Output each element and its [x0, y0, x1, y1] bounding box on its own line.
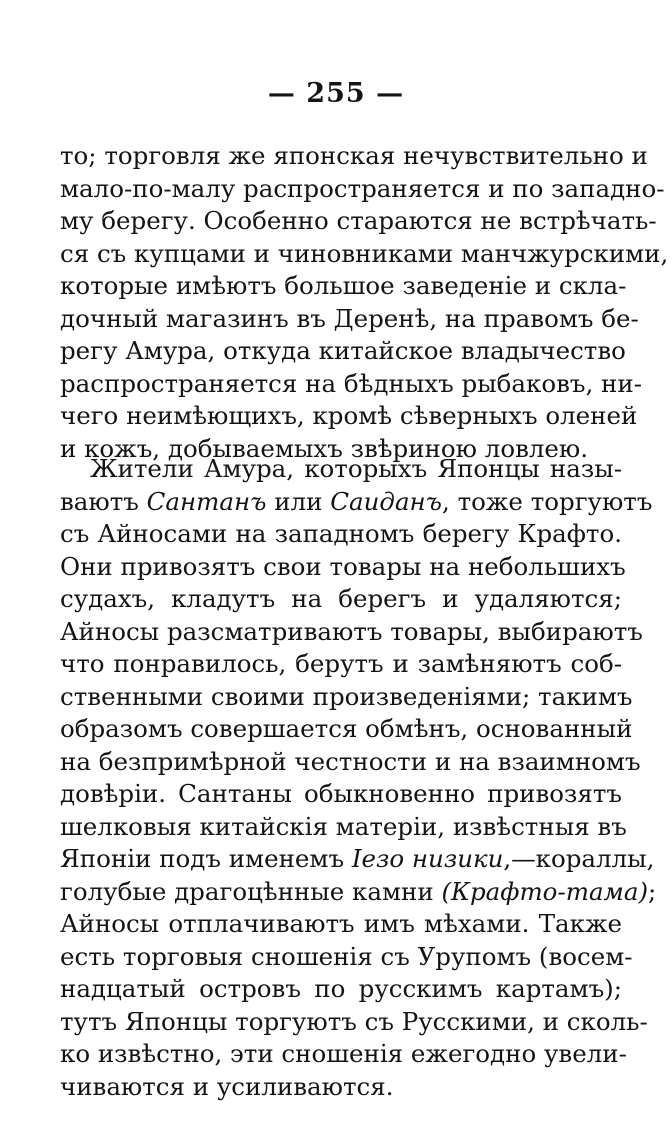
- text-line: ся съ купцами и чиновниками манчжурскими,: [60, 238, 669, 268]
- text-line: ственными своими произведеніями; такимъ: [60, 681, 633, 711]
- text-line: и кожъ, добываемыхъ звѣриною ловлею.: [60, 433, 589, 463]
- text-line: тутъ Японцы торгуютъ съ Русскими, и сколь-: [60, 1006, 648, 1036]
- text-line: довѣріи. Сантаны обыкновенно привозятъ: [60, 779, 622, 808]
- text-line: то; торговля же японская нечувствительно и: [60, 141, 648, 170]
- text-line: распространяется на бѣдныхъ рыбаковъ, ни-: [60, 368, 642, 398]
- text-line: надцатый островъ по русскимъ картамъ);: [60, 974, 622, 1003]
- text-line: мало-по-малу распространяется и по западно-: [60, 173, 665, 203]
- text-line: судахъ, кладутъ на берегъ и удаляются;: [60, 584, 622, 613]
- page-number: — 255 —: [267, 78, 405, 109]
- text-line: ко извѣстно, эти сношенія ежегодно увели-: [60, 1039, 627, 1068]
- text-line: шелковыя китайскія матеріи, извѣстныя въ: [60, 811, 627, 841]
- text-line: чего неимѣющихъ, кромѣ сѣверныхъ оленей: [60, 401, 638, 430]
- text-line: голубые драгоцѣнные камни (Крафто-тама);: [60, 876, 657, 906]
- text-line: чиваются и усиливаются.: [60, 1071, 394, 1101]
- text-line: Японіи подъ именемъ Іезо низики,—кораллы,: [60, 844, 655, 873]
- paragraph-1: [60, 140, 669, 465]
- italic-term: Сантанъ: [146, 486, 267, 516]
- text-line: Айносы отплачиваютъ имъ мѣхами. Также: [60, 909, 622, 938]
- text-line: образомъ совершается обмѣнъ, основанный: [60, 714, 633, 743]
- italic-term: (Крафто-тама): [441, 876, 649, 906]
- text-line: есть торговыя сношенія съ Урупомъ (восем-: [60, 941, 633, 971]
- text-line: регу Амура, откуда китайское владычество: [60, 336, 626, 365]
- paragraph-2: [60, 453, 657, 1103]
- text-line: съ Айносами на западномъ берегу Крафто.: [60, 519, 622, 548]
- text-line: му берегу. Особенно стараются не встрѣчать-: [60, 206, 657, 235]
- text-line: дочный магазинъ въ Деренѣ, на правомъ бе-: [60, 303, 639, 333]
- text-line: Айносы разсматриваютъ товары, выбираютъ: [60, 616, 643, 646]
- italic-term: Саиданъ: [330, 486, 443, 516]
- text-line: которые имѣютъ большое заведеніе и скла-: [60, 271, 627, 300]
- text-line: ваютъ Сантанъ или Саиданъ, тоже торгуютъ: [60, 486, 653, 516]
- italic-term: Іезо низики: [351, 844, 504, 873]
- text-line: что понравилось, берутъ и замѣняютъ соб-: [60, 649, 622, 678]
- text-line: на безпримѣрной честности и на взаимномъ: [60, 746, 641, 776]
- text-line: Жители Амура, которыхъ Японцы назы-: [90, 454, 622, 483]
- text-line: Они привозятъ свои товары на небольшихъ: [60, 551, 626, 581]
